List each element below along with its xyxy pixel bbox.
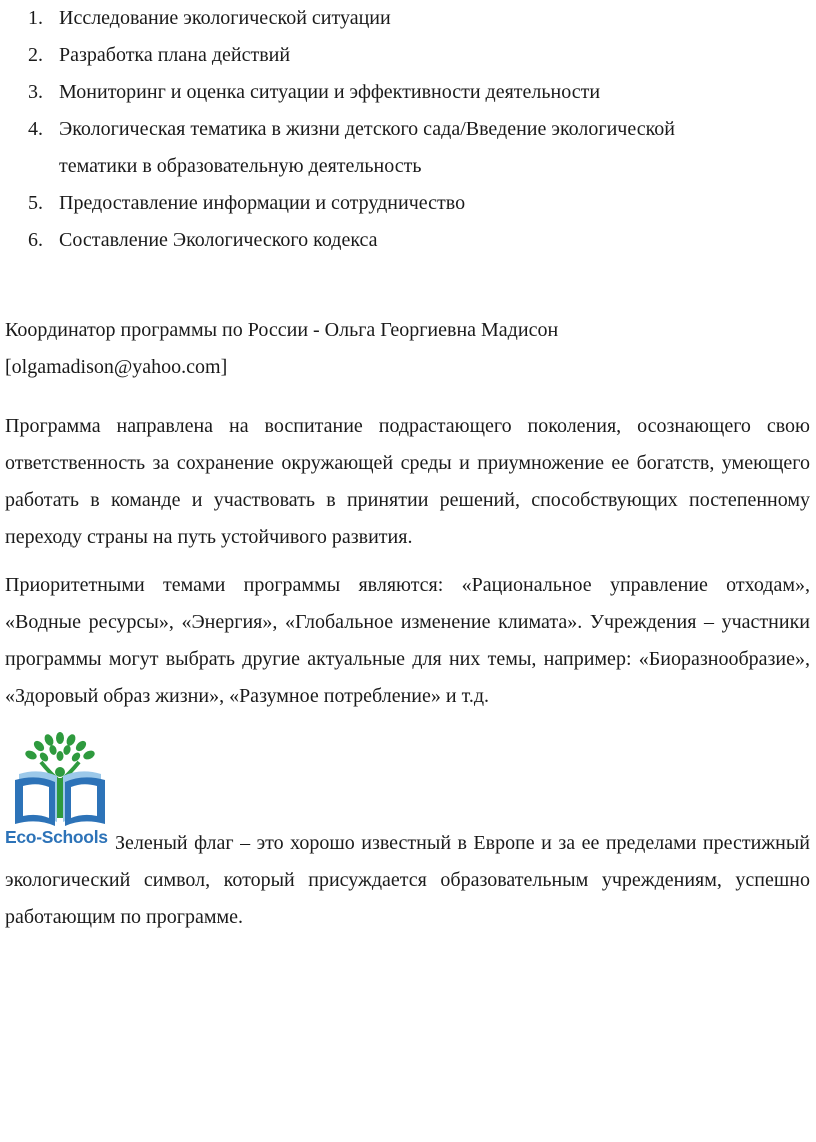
list-item-text: Исследование экологической ситуации xyxy=(59,7,391,29)
list-item xyxy=(0,74,810,111)
eco-schools-logo-text: Eco-Schools xyxy=(5,827,108,847)
list-item-number: 1. xyxy=(28,7,43,29)
program-description-paragraph: Программа направлена на воспитание подрастающего поколения, осознающего свою ответственность за сохранение окружающей среды и приумножение ее богатств, умеющего работать в команде и участвовать в принятии решений, способствующих постепенному переходу страны на путь устойчивого развития. xyxy=(5,415,810,548)
tree-book-icon xyxy=(5,730,115,830)
priority-themes-paragraph: Приоритетными темами программы являются: «Рациональное управление отходам», «Водные ресурсы», «Энергия», «Глобальное изменение климата». Учреждения – участники программы могут выбрать другие актуальные для них темы, например: «Биоразнообразие», «Здоровый образ жизни», «Разумное потребление» и т.д. xyxy=(5,574,810,707)
list-item xyxy=(0,111,810,185)
coordinator-block xyxy=(5,312,810,386)
list-item-text: Разработка плана действий xyxy=(59,44,291,66)
list-item-number: 5. xyxy=(28,192,43,214)
list-item xyxy=(0,37,810,74)
list-item-text: Экологическая тематика в жизни детского сада/Введение экологической тематики в образовательную деятельность xyxy=(59,118,675,177)
coordinator-line: Координатор программы по России - Ольга Георгиевна Мадисон xyxy=(5,319,559,341)
list-item-number: 3. xyxy=(28,81,43,103)
coordinator-email: [olgamadison@yahoo.com] xyxy=(5,356,228,378)
list-item xyxy=(0,0,810,37)
list-item-text: Мониторинг и оценка ситуации и эффективности деятельности xyxy=(59,81,601,103)
list-item-number: 6. xyxy=(28,229,43,251)
list-item-number: 4. xyxy=(28,118,43,140)
list-item-text: Составление Экологического кодекса xyxy=(59,229,378,251)
list-item xyxy=(0,185,810,222)
list-item-number: 2. xyxy=(28,44,43,66)
list-item xyxy=(0,222,810,259)
program-steps-list xyxy=(0,0,810,259)
list-item-text: Предоставление информации и сотрудничество xyxy=(59,192,466,214)
green-flag-paragraph: Зеленый флаг – это хорошо известный в Европе и за ее пределами престижный экологический символ, который присуждается образовательным учреждениям, успешно работающим по программе. xyxy=(5,832,810,928)
